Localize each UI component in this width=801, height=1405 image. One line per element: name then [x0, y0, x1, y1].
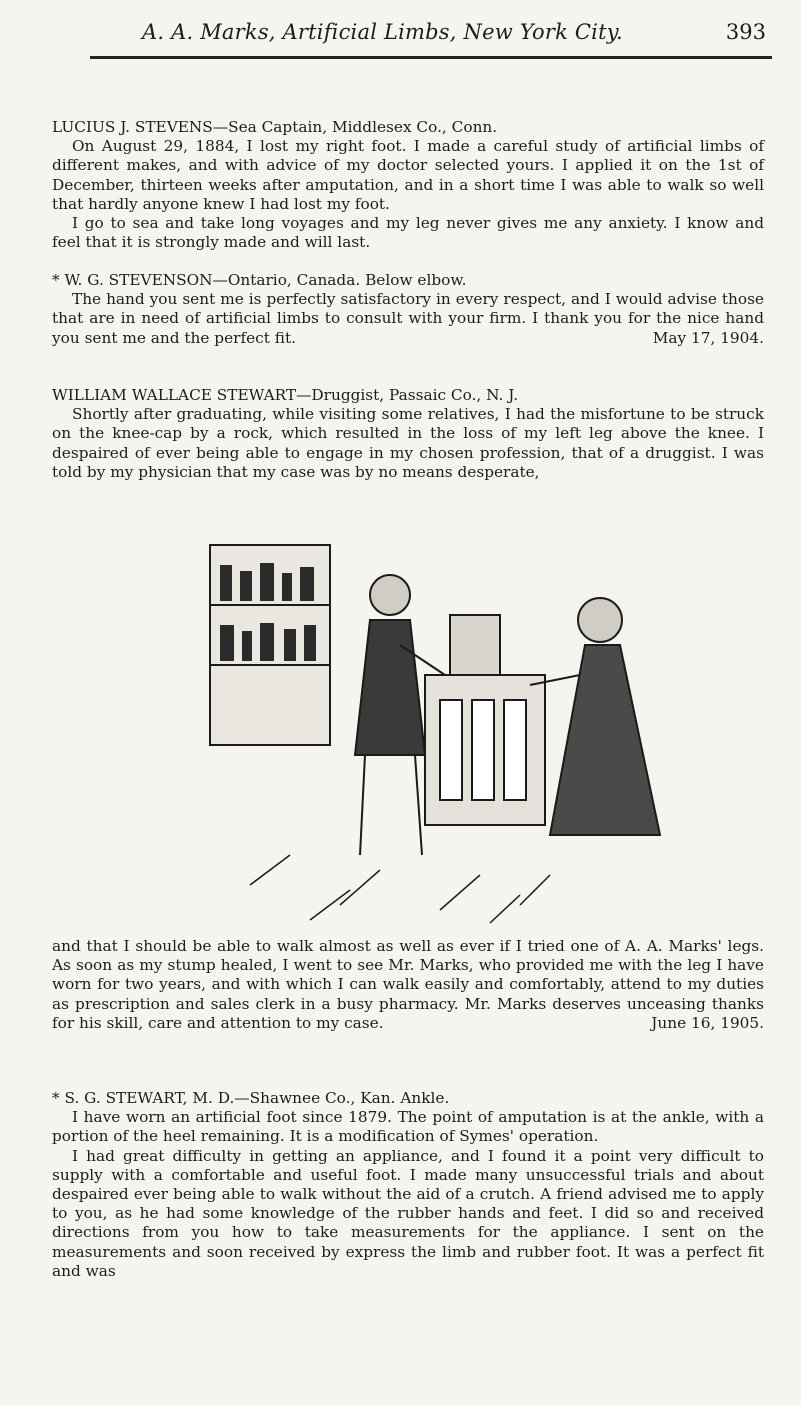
testimonial-body	[52, 937, 764, 1033]
testimonial-date: May 17, 1904.	[652, 328, 764, 347]
testimonial-date: June 16, 1905.	[651, 1013, 764, 1032]
testimonial-body: I go to sea and take long voyages and my leg never gives me any anxiety. I know and feel that it is strongly made and will last.	[52, 214, 764, 252]
pharmacy-illustration	[190, 525, 690, 925]
testimonial-stevens	[52, 118, 764, 252]
testimonial-stewart-md	[52, 1089, 764, 1281]
page-number: 393	[725, 20, 766, 44]
testimonial-body: I have worn an artificial foot since 1879. The point of amputation is at the ankle, with a portion of the heel remaining. It is a modification of Symes' operation.	[52, 1108, 764, 1146]
testimonial-stewart-druggist-cont	[52, 937, 764, 1033]
testimonial-body: On August 29, 1884, I lost my right foot. I made a careful study of artificial limbs of different makes, and with advice of my doctor selected yours. I applied it on the 1st of December, thirteen weeks after amputation, and in a short time I was able to walk so well that hardly anyone knew I had lost my foot.	[52, 137, 764, 213]
testimonial-heading: WILLIAM WALLACE STEWART—Druggist, Passaic Co., N. J.	[52, 386, 519, 404]
testimonial-text: The hand you sent me is perfectly satisfactory in every respect, and I would advise those that are in need of artificial limbs to consult with your firm. I thank you for the nice hand you sent me and the perfect fit.	[52, 290, 764, 347]
testimonial-stewart-druggist	[52, 386, 764, 482]
testimonial-heading: * S. G. STEWART, M. D.—Shawnee Co., Kan. Ankle.	[52, 1089, 450, 1107]
pharmacist-engraving	[190, 525, 690, 925]
header-rule	[90, 56, 772, 59]
testimonial-text: and that I should be able to walk almost as well as ever if I tried one of A. A. Marks' legs. As soon as my stump healed, I went to see Mr. Marks, who provided me with the leg I have worn for two years, and with which I can walk easily and comfortably, attend to my duties as prescription and sales clerk in a busy pharmacy. Mr. Marks deserves unceasing thanks for his skill, care and attention to my case.	[52, 937, 764, 1032]
testimonial-body: Shortly after graduating, while visiting some relatives, I had the misfortune to be struck on the knee-cap by a rock, which resulted in the loss of my left leg above the knee. I despaired of ever being able to engage in my chosen profession, that of a druggist. I was told by my physician that my case was by no means desperate,	[52, 405, 764, 481]
testimonial-stevenson	[52, 271, 764, 348]
page-header	[60, 20, 766, 64]
testimonial-heading: LUCIUS J. STEVENS—Sea Captain, Middlesex Co., Conn.	[52, 118, 498, 136]
testimonial-heading: * W. G. STEVENSON—Ontario, Canada. Below elbow.	[52, 271, 467, 289]
running-title: A. A. Marks, Artificial Limbs, New York City.	[142, 20, 623, 44]
testimonial-body: I had great difficulty in getting an appliance, and I found it a point very difficult to supply with a comfortable and useful foot. I made many unsuccessful trials and about despaired ever being able to walk without the aid of a crutch. A friend advised me to apply to you, as he had some knowledge of the rubber hands and feet. I did so and received directions from you how to take measurements for the appliance. I sent on the measurements and soon received by express the limb and rubber foot. It was a perfect fit and was	[52, 1146, 764, 1280]
testimonial-body	[52, 290, 764, 348]
